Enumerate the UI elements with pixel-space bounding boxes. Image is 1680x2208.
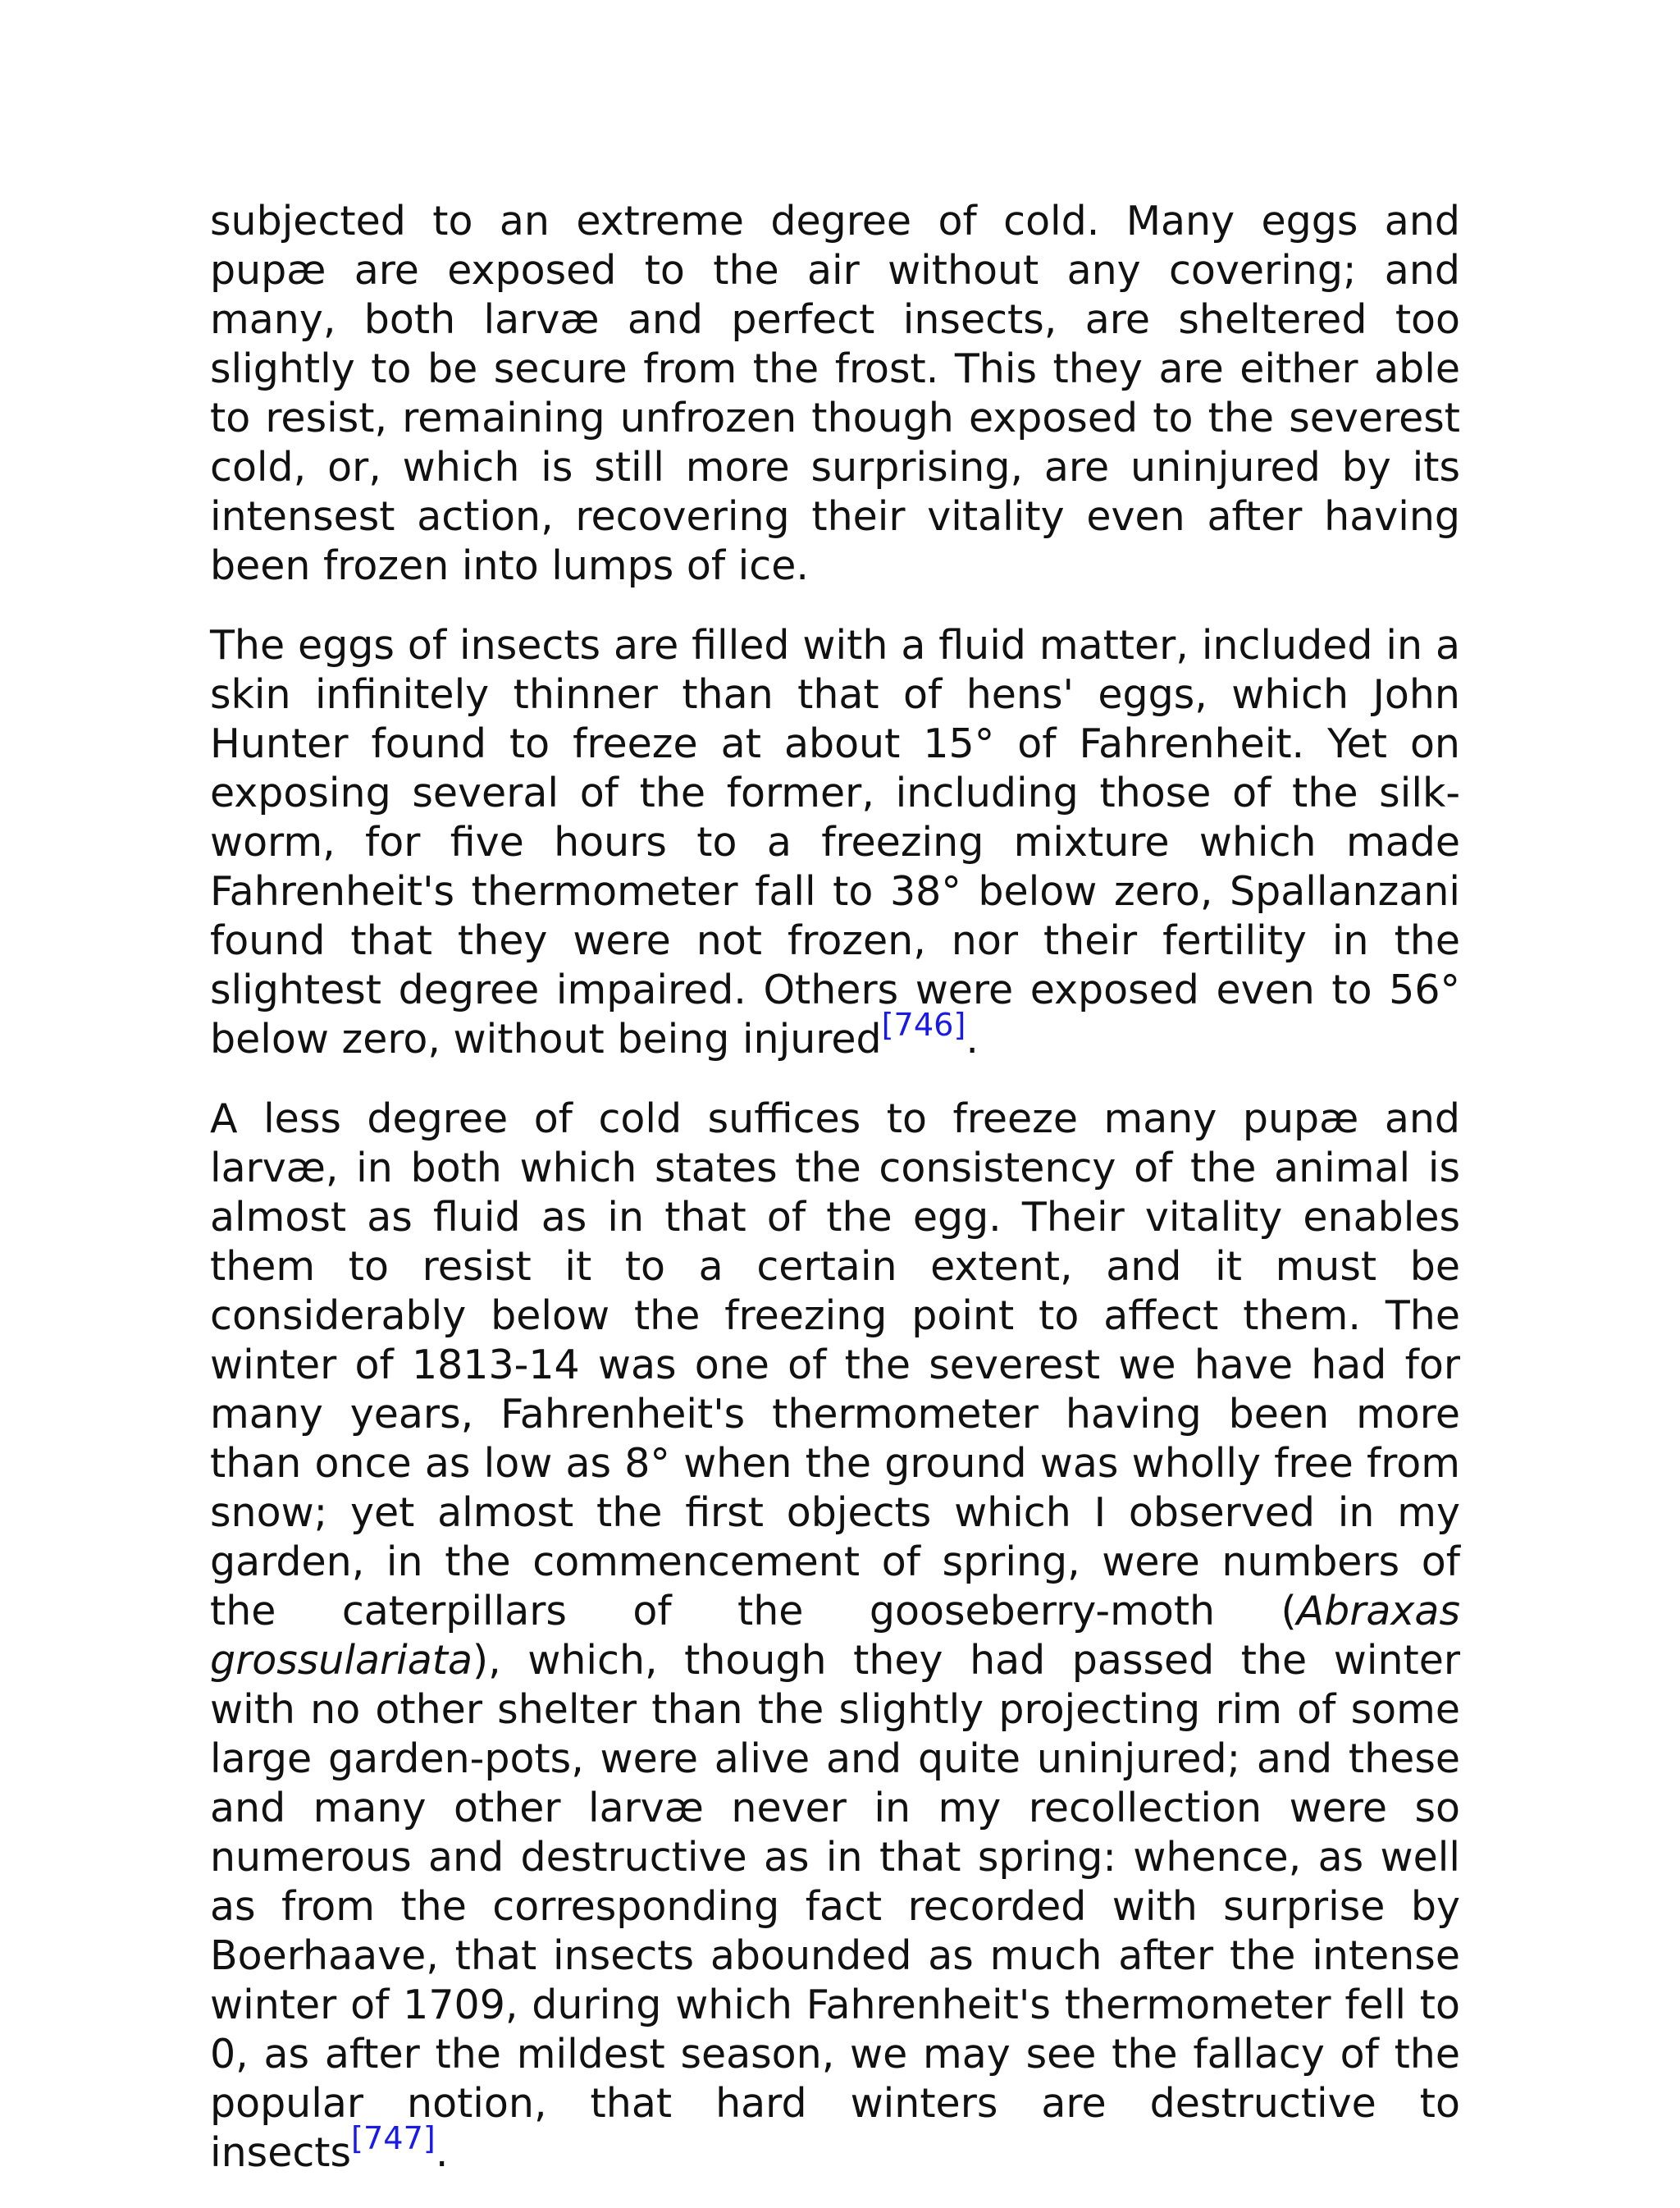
paragraph-2-text: The eggs of insects are filled with a fluid matter, included in a skin infinitely thinner than that of hens' eggs, which John Hunter found to freeze at about 15° of Fahrenheit. Yet on exposing several of the former, including those of the silk-worm, for five hours to a freezing mixture which made Fahrenheit's thermometer fall to 38° below zero, Spallanzani found that they were not frozen, nor their fertility in the slightest degree impaired. Others were exposed even to 56° below zero, without being injured bbox=[210, 622, 1460, 1063]
paragraph-2 bbox=[210, 621, 1460, 1064]
paragraph-1-text: subjected to an extreme degree of cold. Many eggs and pupæ are exposed to the air without any covering; and many, both larvæ and perfect insects, are sheltered too slightly to be secure from the frost. This they are either able to resist, remaining unfrozen though exposed to the severest cold, or, which is still more surprising, are uninjured by its intensest action, recovering their vitality even after having been frozen into lumps of ice. bbox=[210, 198, 1460, 589]
paragraph-1 bbox=[210, 197, 1460, 591]
paragraph-3-text-b: ), which, though they had passed the winter with no other shelter than the slightly projecting rim of some large garden-pots, were alive and quite uninjured; and these and many other larvæ never in my recollection were so numerous and destructive as in that spring: whence, as well as from the corresponding fact recorded with surprise by Boerhaave, that insects abounded as much after the intense winter of 1709, during which Fahrenheit's thermometer fell to 0, as after the mildest season, we may see the fallacy of the popular notion, that hard winters are destructive to insects bbox=[210, 1637, 1460, 2176]
footnote-link-746[interactable]: [746] bbox=[881, 1007, 966, 1044]
paragraph-3 bbox=[210, 1095, 1460, 2178]
footnote-link-747[interactable]: [747] bbox=[351, 2120, 436, 2157]
species-name: Abraxas grossulariata bbox=[210, 1588, 1460, 1684]
paragraph-3-text-a: A less degree of cold suffices to freeze many pupæ and larvæ, in both which states the consistency of the animal is almost as fluid as in that of the egg. Their vitality enables them to resist it to a certain extent, and it must be considerably below the freezing point to affect them. The winter of 1813-14 was one of the severest we have had for many years, Fahrenheit's thermometer having been more than once as low as 8° when the ground was wholly free from snow; yet almost the first objects which I observed in my garden, in the commencement of spring, were numbers of the caterpillars of the gooseberry-moth ( bbox=[210, 1095, 1460, 1634]
paragraph-2-end: . bbox=[966, 1016, 979, 1063]
paragraph-3-end: . bbox=[435, 2129, 449, 2176]
book-page bbox=[210, 197, 1460, 2208]
